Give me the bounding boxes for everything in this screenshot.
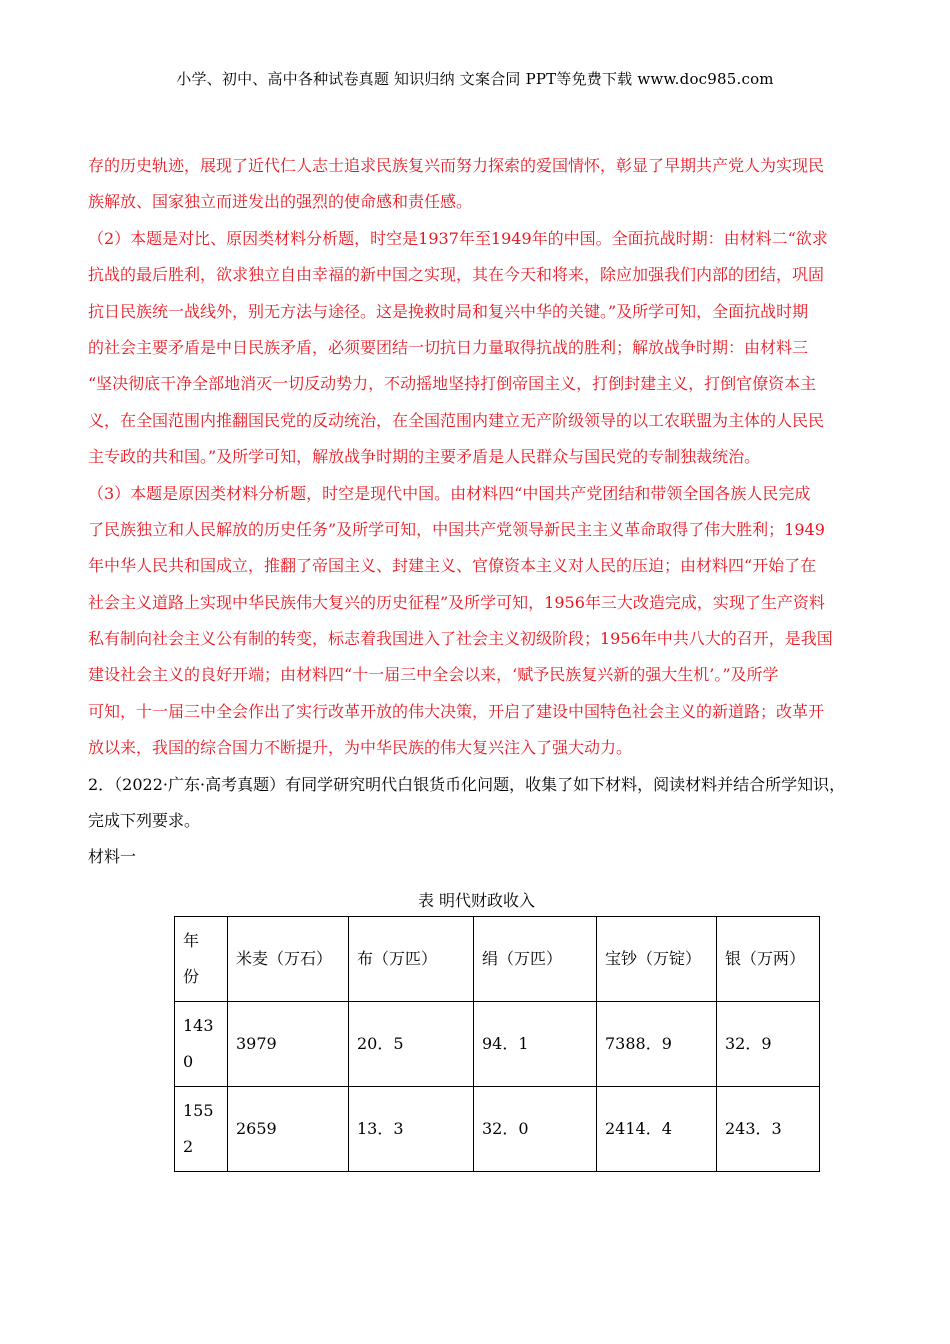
cell-silk: 32．0: [474, 1086, 597, 1171]
table-row: [175, 1086, 820, 1171]
answer-line: 主专政的共和国。”及所学可知，解放战争时期的主要矛盾是人民群众与国民党的专制独裁统治。: [88, 447, 761, 467]
answer-line: “坚决彻底干净全部地消灭一切反动势力，不动摇地坚持打倒帝国主义，打倒封建主义，打倒官僚资本主: [88, 374, 817, 394]
answer-line: 社会主义道路上实现中华民族伟大复兴的历史征程”及所学可知，1956年三大改造完成，实现了生产资料: [88, 592, 825, 612]
finance-table: [174, 916, 820, 1172]
cell-cloth: 20．5: [349, 1001, 474, 1086]
answer-explanation: [88, 148, 865, 767]
cell-grain: 2659: [228, 1086, 349, 1171]
answer-line: 抗战的最后胜利，欲求独立自由幸福的新中国之实现，其在今天和将来，除应加强我们内部的团结，巩固: [88, 265, 825, 285]
answer-line: 年中华人民共和国成立，推翻了帝国主义、封建主义、官僚资本主义对人民的压迫；由材料四“开始了在: [88, 556, 817, 576]
table-header-row: [175, 916, 820, 1001]
cell-silver: 243．3: [717, 1086, 820, 1171]
answer-line: 私有制向社会主义公有制的转变，标志着我国进入了社会主义初级阶段；1956年中共八大的召开，是我国: [88, 629, 833, 649]
answer-line: 族解放、国家独立而迸发出的强烈的使命感和责任感。: [88, 192, 473, 212]
cell-silver: 32．9: [717, 1001, 820, 1086]
answer-line: 可知，十一届三中全会作出了实行改革开放的伟大决策，开启了建设中国特色社会主义的新道路；改革开: [88, 701, 825, 721]
answer-line: 了民族独立和人民解放的历史任务”及所学可知，中国共产党领导新民主主义革命取得了伟大胜利；1949: [88, 519, 825, 539]
material-label: 材料一: [88, 847, 137, 867]
cell-year: 143 0: [175, 1001, 228, 1086]
question-line: 完成下列要求。: [88, 811, 201, 831]
answer-line: （2）本题是对比、原因类材料分析题，时空是1937年至1949年的中国。全面抗战时期：由材料二“欲求: [88, 228, 828, 248]
cell-paper-money: 2414．4: [597, 1086, 717, 1171]
page-header: 小学、初中、高中各种试卷真题 知识归纳 文案合同 PPT等免费下载 www.doc985.com: [176, 70, 774, 88]
answer-line: 义，在全国范围内推翻国民党的反动统治，在全国范围内建立无产阶级领导的以工农联盟为主体的人民民: [88, 410, 825, 430]
answer-line: 建设社会主义的良好开端；由材料四“十一届三中全会以来，‘赋予民族复兴新的强大生机’。”及所学: [88, 665, 779, 685]
header-cell-silver: 银（万两）: [717, 916, 820, 1001]
answer-line: 抗日民族统一战线外，别无方法与途径。这是挽救时局和复兴中华的关键。”及所学可知，全面抗战时期: [88, 301, 809, 321]
answer-line: （3）本题是原因类材料分析题，时空是现代中国。由材料四“中国共产党团结和带领全国各族人民完成: [88, 483, 811, 503]
header-cell-cloth: 布（万匹）: [349, 916, 474, 1001]
answer-line: 存的历史轨迹，展现了近代仁人志士追求民族复兴而努力探索的爱国情怀，彰显了早期共产党人为实现民: [88, 156, 825, 175]
cell-year: 155 2: [175, 1086, 228, 1171]
cell-silk: 94．1: [474, 1001, 597, 1086]
table-row: [175, 1001, 820, 1086]
header-cell-year: 年 份: [175, 916, 228, 1001]
question-2: [88, 767, 865, 876]
table-caption: 表 明代财政收入: [417, 890, 536, 910]
cell-paper-money: 7388．9: [597, 1001, 717, 1086]
answer-line: 放以来，我国的综合国力不断提升，为中华民族的伟大复兴注入了强大动力。: [88, 738, 633, 758]
page-content: [88, 148, 865, 1172]
answer-line: 的社会主要矛盾是中日民族矛盾，必须要团结一切抗日力量取得抗战的胜利；解放战争时期：由材料三: [88, 337, 809, 357]
cell-grain: 3979: [228, 1001, 349, 1086]
question-line: 2．（2022·广东·高考真题）有同学研究明代白银货币化问题，收集了如下材料，阅读材料并结合所学知识，: [88, 774, 846, 794]
header-cell-paper-money: 宝钞（万锭）: [597, 916, 717, 1001]
header-cell-silk: 绢（万匹）: [474, 916, 597, 1001]
header-cell-grain: 米麦（万石）: [228, 916, 349, 1001]
cell-cloth: 13．3: [349, 1086, 474, 1171]
